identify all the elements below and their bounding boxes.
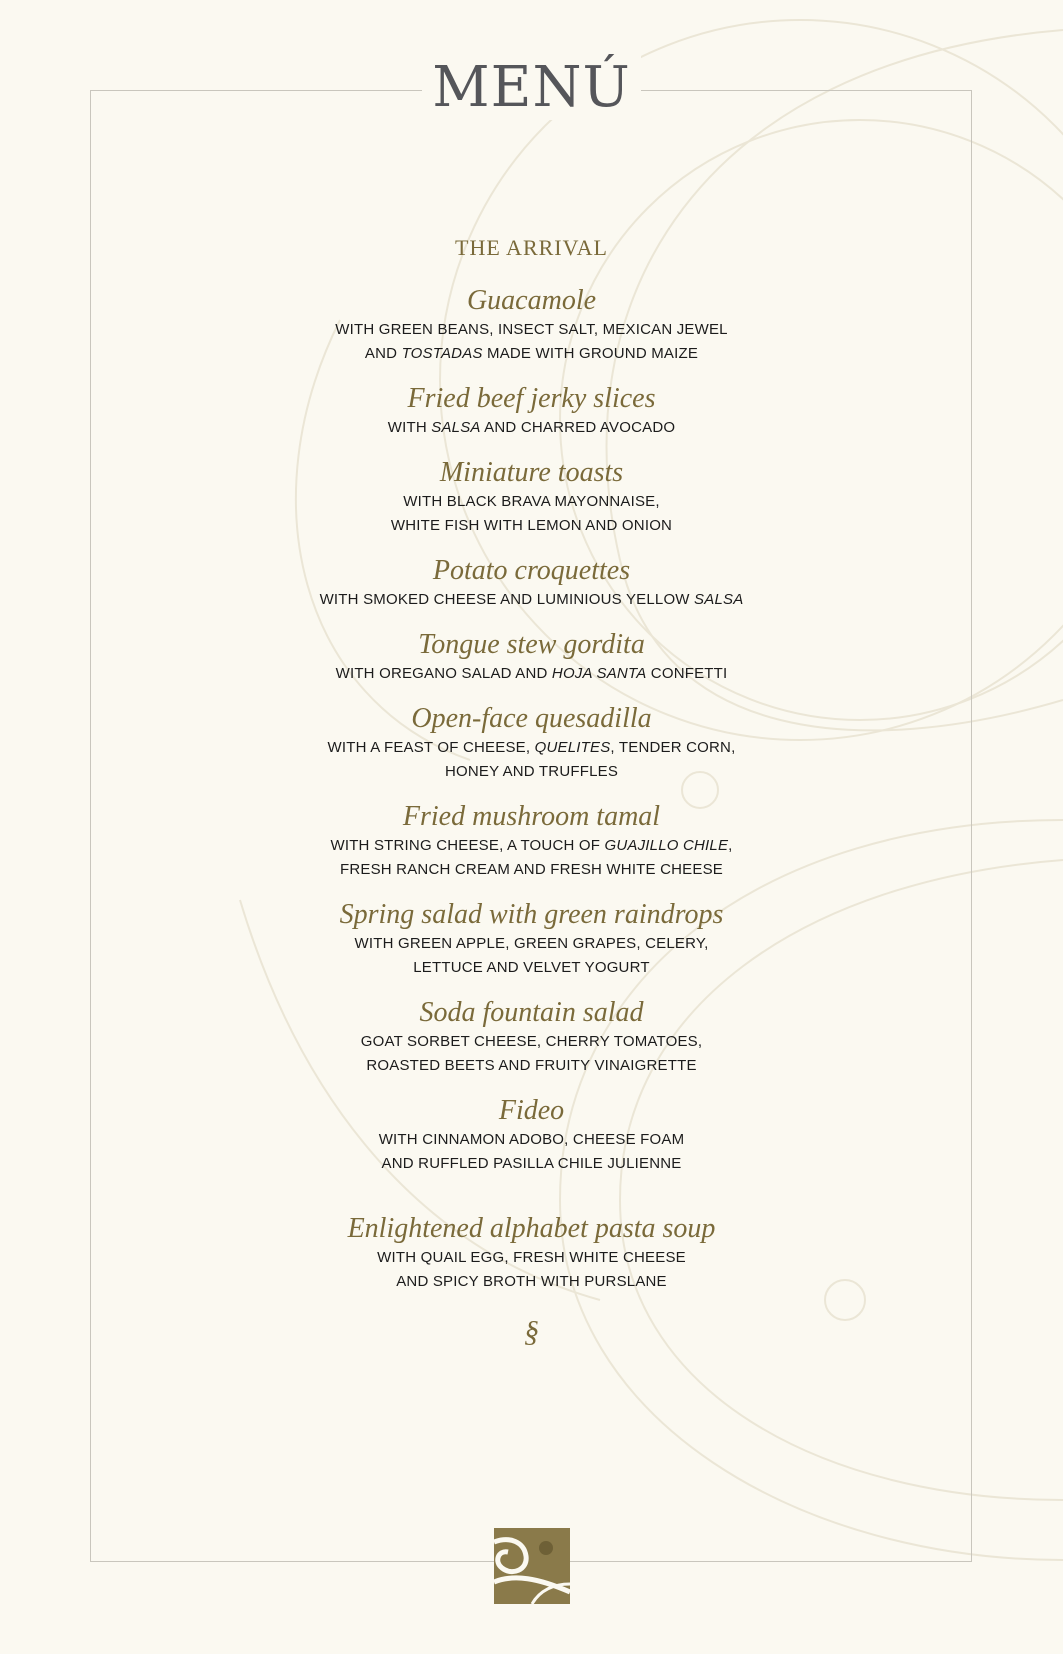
section-ornament: § (524, 1315, 539, 1348)
dish-description-line (0, 760, 1063, 784)
dish-description-text: AND (364, 345, 402, 362)
dish-description-text: AND CHARRED AVOCADO (480, 419, 676, 436)
dish-description-text: WITH CINNAMON ADOBO, CHEESE FOAM (378, 1131, 685, 1148)
dish-description-line (0, 736, 1063, 760)
dish-name: Fideo (498, 1095, 565, 1126)
menu-item (0, 284, 1063, 366)
menu-item (0, 1212, 1063, 1294)
page-title: MENÚ (422, 56, 640, 120)
dish-name: Guacamole (466, 285, 597, 316)
dish-description-italic: TOSTADAS (401, 345, 483, 362)
swirl-logo-icon (494, 1528, 570, 1604)
dish-list (0, 284, 1063, 1294)
dish-description-text: WITH QUAIL EGG, FRESH WHITE CHEESE (377, 1249, 686, 1266)
dish-description-italic: QUELITES (534, 739, 611, 756)
dish-name: Fried mushroom tamal (402, 801, 661, 832)
dish-description-text: WITH GREEN BEANS, INSECT SALT, MEXICAN JEWEL (335, 321, 728, 338)
dish-description-text: HONEY AND TRUFFLES (444, 763, 619, 780)
menu-content (0, 232, 1063, 1350)
dish-description-text: , TENDER CORN, (610, 739, 736, 756)
dish-description-line (0, 490, 1063, 514)
menu-item (0, 554, 1063, 612)
menu-item (0, 628, 1063, 686)
dish-description-line (0, 1246, 1063, 1270)
dish-name: Miniature toasts (439, 457, 624, 488)
dish-name: Enlightened alphabet pasta soup (347, 1213, 716, 1244)
dish-description-line (0, 1054, 1063, 1078)
dish-description-text: AND RUFFLED PASILLA CHILE JULIENNE (381, 1155, 682, 1172)
dish-description-line (0, 342, 1063, 366)
dish-description-line (0, 834, 1063, 858)
dish-description-line (0, 416, 1063, 440)
dish-description-text: WITH SMOKED CHEESE AND LUMINIOUS YELLOW (319, 591, 695, 608)
dish-name: Tongue stew gordita (418, 629, 645, 660)
dish-description-line (0, 1030, 1063, 1054)
dish-name: Open-face quesadilla (411, 703, 652, 734)
dish-description-text: WITH A FEAST OF CHEESE, (327, 739, 535, 756)
menu-item (0, 1094, 1063, 1176)
dish-description-text: WITH GREEN APPLE, GREEN GRAPES, CELERY, (354, 935, 709, 952)
menu-item (0, 996, 1063, 1078)
dish-description-text: WITH BLACK BRAVA MAYONNAISE, (403, 493, 660, 510)
dish-description-line (0, 932, 1063, 956)
dish-description-line (0, 1270, 1063, 1294)
dish-description-line (0, 588, 1063, 612)
menu-item (0, 702, 1063, 784)
dish-name: Fried beef jerky slices (407, 383, 656, 414)
dish-name: Spring salad with green raindrops (339, 899, 724, 930)
dish-description-italic: HOJA SANTA (551, 665, 647, 682)
dish-description-line (0, 318, 1063, 342)
menu-title-wrap (0, 56, 1063, 120)
menu-item (0, 456, 1063, 538)
dish-description-italic: GUAJILLO CHILE (604, 837, 729, 854)
section-title: THE ARRIVAL (455, 235, 608, 260)
dish-description-line (0, 858, 1063, 882)
dish-description-text: WITH (387, 419, 432, 436)
dish-description-line (0, 514, 1063, 538)
dish-description-line (0, 662, 1063, 686)
dish-description-text: WITH OREGANO SALAD AND (335, 665, 552, 682)
dish-name: Soda fountain salad (419, 997, 644, 1028)
menu-item (0, 800, 1063, 882)
dish-description-text: FRESH RANCH CREAM AND FRESH WHITE CHEESE (339, 861, 724, 878)
dish-description-text: , (728, 837, 733, 854)
dish-description-italic: SALSA (431, 419, 481, 436)
dish-description-text: GOAT SORBET CHEESE, CHERRY TOMATOES, (360, 1033, 703, 1050)
dish-name: Potato croquettes (432, 555, 631, 586)
dish-description-text: WHITE FISH WITH LEMON AND ONION (390, 517, 673, 534)
dish-description-text: WITH STRING CHEESE, A TOUCH OF (330, 837, 605, 854)
dish-description-line (0, 1152, 1063, 1176)
dish-description-text: MADE WITH GROUND MAIZE (482, 345, 699, 362)
dish-description-italic: SALSA (694, 591, 744, 608)
dish-description-text: LETTUCE AND VELVET YOGURT (413, 959, 650, 976)
dish-description-text: AND SPICY BROTH WITH PURSLANE (396, 1273, 667, 1290)
menu-item (0, 382, 1063, 440)
menu-item (0, 898, 1063, 980)
dish-description-line (0, 1128, 1063, 1152)
dish-description-line (0, 956, 1063, 980)
dish-description-text: ROASTED BEETS AND FRUITY VINAIGRETTE (366, 1057, 697, 1074)
dish-description-text: CONFETTI (646, 665, 728, 682)
